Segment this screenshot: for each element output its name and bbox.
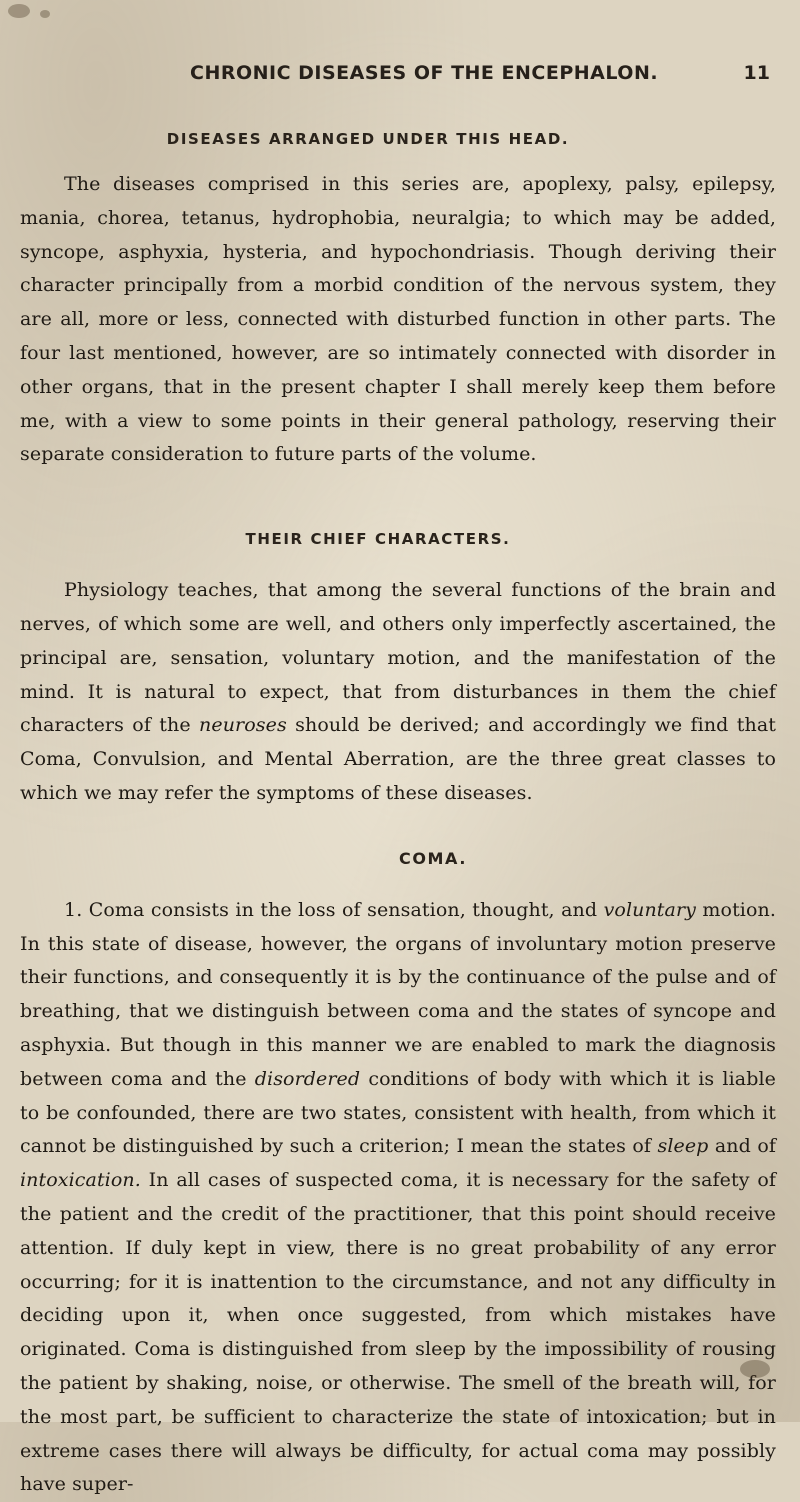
section-heading-diseases-arranged: DISEASES ARRANGED UNDER THIS HEAD. <box>166 130 570 148</box>
section-heading-chief-characters: THEIR CHIEF CHARACTERS. <box>245 530 511 549</box>
page-stain <box>40 10 50 18</box>
page-number: 11 <box>743 62 770 84</box>
running-head-title: CHRONIC DISEASES OF THE ENCEPHALON. <box>190 62 659 84</box>
text-run: and of <box>708 1135 776 1158</box>
paragraph-number: 1. <box>64 898 83 921</box>
running-head <box>20 62 776 96</box>
paragraph-chief-characters <box>20 574 776 811</box>
italic-term: voluntary <box>603 898 696 921</box>
text-run: motion. In this state of disease, however, the organs of involuntary motion preserve their functions, and consequently it is by the continuance of the pulse and of breathing, that we distinguish between coma and the states of syncope and asphyxia. But though in this manner we are enabled to mark the diagnosis between coma and the <box>20 898 776 1090</box>
text-run: In all cases of suspected coma, it is necessary for the safety of the patient and the credit of the practitioner, that this point should receive attention. If duly kept in view, there is no great probability of any error occurring; for it is inattention to the circumstance, and not any difficulty in deciding upon it, when once suggested, from which mistakes have originated. Coma is distinguished from sleep by the impossibility of rousing the patient by shaking, noise, or otherwise. The smell of the breath will, for the most part, be sufficient to characterize the state of intoxication; but in extreme cases there will always be difficulty, for actual coma may possibly have super- <box>20 1169 776 1496</box>
page-stain <box>8 4 30 18</box>
text-run: Physiology teaches, that among the several functions of the brain and nerves, of which some are well, and others only imperfectly ascertained, the principal are, sensation, voluntary motion, and the manifestation of the mind. It is natural to expect, that from disturbances in them the chief characters of the <box>20 579 776 737</box>
italic-term: disordered <box>254 1067 361 1090</box>
section-heading-coma: COMA. <box>398 848 468 868</box>
text-run: conditions of body with which it is liable to be confounded, there are two states, consistent with health, from which it cannot be distinguished by such a criterion; I mean the states of <box>20 1067 776 1158</box>
italic-term: intoxication. <box>20 1169 141 1192</box>
italic-term: sleep <box>657 1135 709 1158</box>
paragraph-coma <box>20 894 776 1502</box>
text-run: Coma consists in the loss of sensation, thought, and <box>82 898 604 921</box>
italic-term: neuroses <box>199 714 287 737</box>
paragraph-diseases-list: The diseases comprised in this series are, apoplexy, palsy, epilepsy, mania, chorea, tetanus, hydrophobia, neuralgia; to which may be added, syncope, asphyxia, hysteria, and hypochondriasis. Though deriving their character principally from a morbid condition of the nervous system, they are all, more or less, connected with disturbed function in other parts. The four last mentioned, however, are so intimately connected with disorder in other organs, that in the present chapter I shall merely keep them before me, with a view to some points in their general pathology, reserving their separate consideration to future parts of the volume. <box>20 173 776 466</box>
text-run: should be derived; and accordingly we find that Coma, Convulsion, and Mental Aberration, are the three great classes to which we may refer the symptoms of these diseases. <box>20 714 776 804</box>
